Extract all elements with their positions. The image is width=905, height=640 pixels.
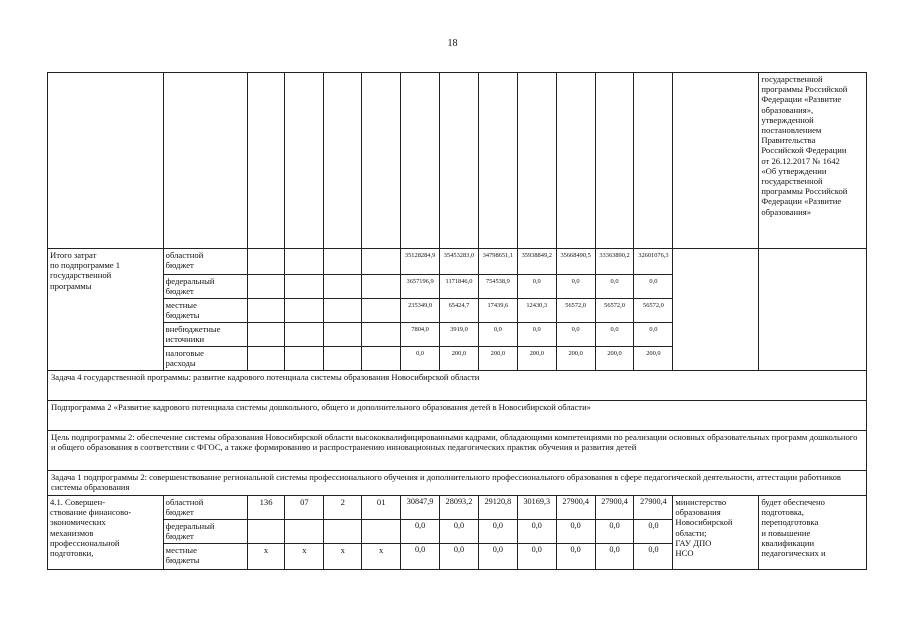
- value-cell: 35668490,5: [556, 249, 595, 275]
- value-cell: 0,0: [440, 520, 479, 544]
- code-cell: 2: [324, 496, 362, 520]
- value-cell: 29120,8: [478, 496, 517, 520]
- cell-empty: [673, 249, 759, 371]
- value-cell: 0,0: [517, 544, 556, 570]
- value-cell: 0,0: [556, 520, 595, 544]
- item-row: [48, 496, 867, 520]
- continuation-note: государственной программы Российской Федерации «Развитие образования», утвержденной постановлением Правительства Российской Федерации от 26.12.2017 № 1642 «Об утверждении государственной программы Российской Федерации «Развитие образования»: [759, 73, 867, 249]
- value-cell: 0,0: [634, 275, 673, 299]
- cell-empty: [401, 73, 440, 249]
- code-cell: [247, 347, 285, 371]
- code-cell: [362, 249, 401, 275]
- value-cell: 0,0: [556, 544, 595, 570]
- goal2-text: Цель подпрограммы 2: обеспечение системы образования Новосибирской области высококвалифицированными кадрами, обладающими компетенциями по реализации основных образовательных программ дошкольного и общего образования в соответствии с ФГОС, а также формированию и распространению инновационных педагогических практик обучения и развития детей: [48, 431, 867, 471]
- value-cell: 200,0: [595, 347, 634, 371]
- code-cell: [362, 347, 401, 371]
- cell-empty: [517, 73, 556, 249]
- value-cell: 0,0: [634, 323, 673, 347]
- code-cell: 136: [247, 496, 285, 520]
- code-cell: [324, 347, 362, 371]
- subprogram-row: [48, 401, 867, 431]
- code-cell: 07: [285, 496, 324, 520]
- value-cell: 28093,2: [440, 496, 479, 520]
- funding-source: федеральный бюджет: [163, 275, 247, 299]
- value-cell: 0,0: [401, 520, 440, 544]
- value-cell: 200,0: [517, 347, 556, 371]
- cell-empty: [362, 73, 401, 249]
- code-cell: [324, 323, 362, 347]
- value-cell: 235349,0: [401, 299, 440, 323]
- cell-empty: [759, 249, 867, 371]
- code-cell: [247, 275, 285, 299]
- cell-empty: [247, 73, 285, 249]
- cell-empty: [673, 73, 759, 249]
- value-cell: 34798651,1: [478, 249, 517, 275]
- value-cell: 27900,4: [595, 496, 634, 520]
- task4-text: Задача 4 государственной программы: развитие кадрового потенциала системы образования Новосибирской области: [48, 371, 867, 401]
- totals-row: [48, 249, 867, 275]
- value-cell: 0,0: [595, 544, 634, 570]
- value-cell: 30847,9: [401, 496, 440, 520]
- value-cell: 200,0: [556, 347, 595, 371]
- code-cell: [285, 520, 324, 544]
- cell-empty: [595, 73, 634, 249]
- value-cell: 0,0: [517, 323, 556, 347]
- value-cell: 0,0: [556, 323, 595, 347]
- value-cell: 33363890,2: [595, 249, 634, 275]
- value-cell: 56572,0: [556, 299, 595, 323]
- value-cell: 0,0: [634, 520, 673, 544]
- value-cell: 35128284,9: [401, 249, 440, 275]
- code-cell: [247, 299, 285, 323]
- page-number: 18: [447, 38, 458, 49]
- item-name: 4.1. Совершен- ствование финансово- экономических механизмов профессиональной подготовки,: [48, 496, 164, 570]
- value-cell: 0,0: [595, 323, 634, 347]
- funding-source: внебюджетные источники: [163, 323, 247, 347]
- value-cell: 27900,4: [634, 496, 673, 520]
- code-cell: x: [285, 544, 324, 570]
- value-cell: 200,0: [634, 347, 673, 371]
- value-cell: 35938849,2: [517, 249, 556, 275]
- value-cell: 7804,0: [401, 323, 440, 347]
- value-cell: 30169,3: [517, 496, 556, 520]
- value-cell: 56572,0: [634, 299, 673, 323]
- continuation-row: [48, 73, 867, 249]
- totals-label: Итого затрат по подпрограмме 1 государственной программы: [48, 249, 164, 371]
- code-cell: [362, 520, 401, 544]
- value-cell: 32601076,3: [634, 249, 673, 275]
- funding-source: местные бюджеты: [163, 299, 247, 323]
- task-row: [48, 471, 867, 496]
- value-cell: 0,0: [634, 544, 673, 570]
- code-cell: [247, 249, 285, 275]
- value-cell: 0,0: [556, 275, 595, 299]
- cell-empty: [48, 73, 164, 249]
- value-cell: 17439,6: [478, 299, 517, 323]
- item-result: будет обеспечено подготовка, переподготовка и повышение квалификации педагогических и: [759, 496, 867, 570]
- code-cell: [247, 520, 285, 544]
- program-table: [47, 72, 867, 570]
- cell-empty: [556, 73, 595, 249]
- cell-empty: [440, 73, 479, 249]
- value-cell: 0,0: [595, 275, 634, 299]
- funding-source: налоговые расходы: [163, 347, 247, 371]
- value-cell: 0,0: [478, 323, 517, 347]
- value-cell: 35453283,0: [440, 249, 479, 275]
- code-cell: [285, 275, 324, 299]
- funding-source: областной бюджет: [163, 249, 247, 275]
- cell-empty: [285, 73, 324, 249]
- value-cell: 3657196,9: [401, 275, 440, 299]
- value-cell: 0,0: [517, 275, 556, 299]
- value-cell: 0,0: [401, 347, 440, 371]
- cell-empty: [324, 73, 362, 249]
- value-cell: 200,0: [478, 347, 517, 371]
- value-cell: 0,0: [401, 544, 440, 570]
- code-cell: x: [362, 544, 401, 570]
- code-cell: [285, 249, 324, 275]
- code-cell: [324, 520, 362, 544]
- code-cell: [285, 323, 324, 347]
- funding-source: местные бюджеты: [163, 544, 247, 570]
- value-cell: 200,0: [440, 347, 479, 371]
- value-cell: 0,0: [440, 544, 479, 570]
- value-cell: 754538,9: [478, 275, 517, 299]
- value-cell: 27900,4: [556, 496, 595, 520]
- task-row: [48, 371, 867, 401]
- code-cell: [362, 323, 401, 347]
- cell-empty: [163, 73, 247, 249]
- code-cell: 01: [362, 496, 401, 520]
- value-cell: 0,0: [478, 520, 517, 544]
- funding-source: федеральный бюджет: [163, 520, 247, 544]
- goal-row: [48, 431, 867, 471]
- value-cell: 12430,3: [517, 299, 556, 323]
- item-executor: министерство образования Новосибирской области; ГАУ ДПО НСО: [673, 496, 759, 570]
- value-cell: 65424,7: [440, 299, 479, 323]
- code-cell: [285, 299, 324, 323]
- value-cell: 0,0: [517, 520, 556, 544]
- code-cell: [285, 347, 324, 371]
- code-cell: x: [324, 544, 362, 570]
- code-cell: x: [247, 544, 285, 570]
- funding-source: областной бюджет: [163, 496, 247, 520]
- cell-empty: [634, 73, 673, 249]
- subprogram2-text: Подпрограмма 2 «Развитие кадрового потенциала системы дошкольного, общего и дополнительного образования детей в Новосибирской области»: [48, 401, 867, 431]
- code-cell: [324, 275, 362, 299]
- code-cell: [324, 299, 362, 323]
- code-cell: [247, 323, 285, 347]
- value-cell: 0,0: [595, 520, 634, 544]
- task1-text: Задача 1 подпрограммы 2: совершенствование региональной системы профессионального обучения и дополнительного профессионального образования в сфере педагогической деятельности, аттестации работников системы образования: [48, 471, 867, 496]
- value-cell: 3919,0: [440, 323, 479, 347]
- cell-empty: [478, 73, 517, 249]
- value-cell: 56572,0: [595, 299, 634, 323]
- code-cell: [362, 275, 401, 299]
- code-cell: [324, 249, 362, 275]
- value-cell: 0,0: [478, 544, 517, 570]
- value-cell: 1171846,0: [440, 275, 479, 299]
- code-cell: [362, 299, 401, 323]
